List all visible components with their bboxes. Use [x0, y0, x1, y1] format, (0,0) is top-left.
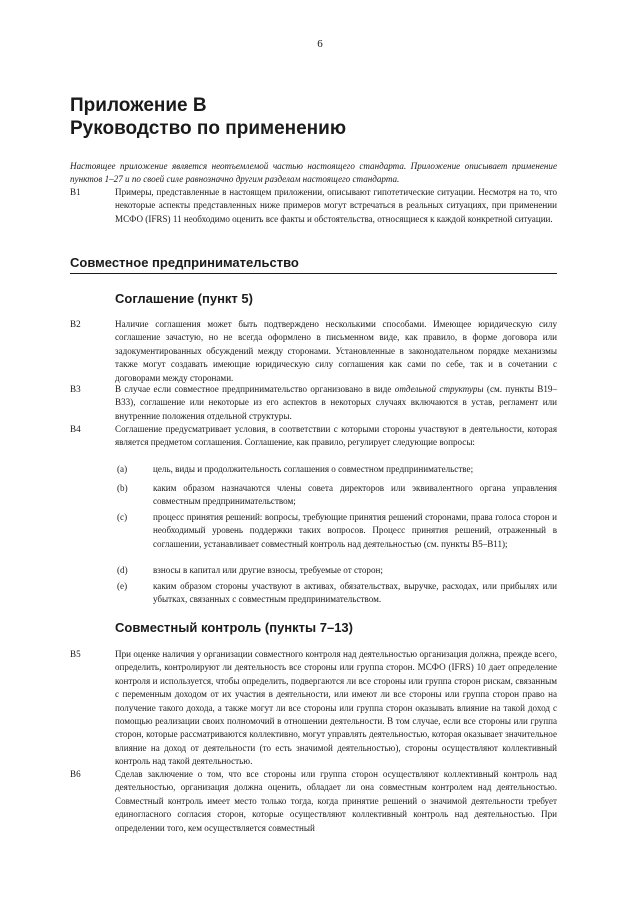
paragraph-number-b5: В5 — [70, 649, 81, 659]
intro-note: Настоящее приложение является неотъемлемой частью настоящего стандарта. Приложение описывает применение пунктов 1–27 и по своей силе равнозначно другим разделам настоящего стандарта. — [70, 161, 557, 185]
paragraph-b5: При оценке наличия у организации совместного контроля над деятельностью организация должна, прежде всего, определить, контролируют ли деятельность все стороны или группа сторон. МСФО (IFRS) 10 дает определение контроля и используется, чтобы определить, подвергаются ли все стороны или группа сторон рискам, связанным с переменным доходом от их участия в деятельности, или имеют ли все стороны или группа сторон право на получение такого дохода, а также могут ли все стороны или группа сторон оказывать влияние на такой доход с помощью реализации своих полномочий в отношении деятельности. В том случае, если все стороны или группа сторон, которые рассматриваются коллективно, могут управлять деятельностью, которая оказывает значительное влияние на доход от деятельности (то есть значимой деятельностью), стороны осуществляют коллективный контроль над такой деятельностью. — [115, 649, 557, 767]
list-item-b: каким образом назначаются члены совета директоров или эквивалентного органа управления совместным предпринимательством; — [153, 483, 557, 507]
paragraph-b2: Наличие соглашения может быть подтверждено несколькими способами. Имеющее юридическую силу соглашение зачастую, но не всегда оформлено в письменном виде, как правило, в форме договора или задокументированных обсуждений между сторонами. Установленные в законодательном порядке механизмы также могут создавать имеющие юридическую силу соглашения как сами по себе, так и в сочетании с договорами между сторонами. — [115, 319, 557, 383]
paragraph-number-b2: В2 — [70, 319, 81, 329]
subsection-heading-joint-control: Совместный контроль (пункты 7–13) — [115, 620, 353, 635]
appendix-title-line1: Приложение В — [70, 95, 207, 116]
paragraph-b6: Сделав заключение о том, что все стороны или группа сторон осуществляют коллективный контроль над деятельностью, организация должна оценить, обладает ли она совместным контролем над деятельностью. Совместный контроль имеет место только тогда, когда принятие решений о значимой деятельности требует единогласного согласия сторон, которые осуществляют коллективный контроль над деятельностью. При определении того, кем осуществляется совместный — [115, 769, 557, 833]
appendix-title — [70, 94, 346, 140]
subsection-heading-agreement: Соглашение (пункт 5) — [115, 291, 253, 306]
paragraph-b3-part2: (см. пункты В19–В33), соглашение или некоторые из его аспектов в некоторых случаях включаются в устав, регламент или внутренние положения отдельной структуры. — [115, 384, 558, 421]
paragraph-b3 — [115, 383, 557, 423]
paragraph-number-b1: В1 — [70, 187, 81, 197]
list-label-a: (a) — [117, 464, 128, 474]
paragraph-number-b6: В6 — [70, 769, 81, 779]
list-label-c: (c) — [117, 512, 128, 522]
paragraph-number-b3: В3 — [70, 384, 81, 394]
page-number: 6 — [317, 38, 323, 50]
appendix-title-line2: Руководство по применению — [70, 118, 347, 139]
list-label-b: (b) — [117, 483, 128, 493]
paragraph-b3-emphasis: отдельной структуры — [394, 384, 484, 394]
list-item-d: взносы в капитал или другие взносы, требуемые от сторон; — [153, 565, 383, 575]
paragraph-b4: Соглашение предусматривает условия, в соответствии с которыми стороны участвуют в деятельности, которая является предметом соглашения. Соглашение, как правило, регулирует следующие вопросы: — [115, 424, 557, 448]
list-label-d: (d) — [117, 565, 128, 575]
paragraph-b1: Примеры, представленные в настоящем приложении, описывают гипотетические ситуации. Несмотря на то, что некоторые аспекты представленных ниже примеров могут встречаться в реальных ситуациях, при применении МСФО (IFRS) 11 необходимо оценить все факты и обстоятельства, относящиеся к каждой конкретной ситуации. — [115, 187, 557, 224]
list-item-a: цель, виды и продолжительность соглашения о совместном предпринимательстве; — [153, 464, 474, 474]
list-item-e: каким образом стороны участвуют в активах, обязательствах, выручке, расходах, или прибылях или убытках, связанных с совместным предпринимательством. — [153, 581, 557, 605]
paragraph-b3-part1: В случае если совместное предпринимательство организовано в виде — [115, 384, 395, 394]
list-item-c: процесс принятия решений: вопросы, требующие принятия решений сторонами, права голоса сторон и необходимый уровень поддержки таких вопросов. Процесс принятия решений, отраженный в соглашении, устанавливает совместный контроль над деятельностью (см. пункты В5–В11); — [153, 512, 557, 549]
list-label-e: (e) — [117, 581, 128, 591]
section-heading: Совместное предпринимательство — [70, 255, 557, 274]
paragraph-number-b4: В4 — [70, 424, 81, 434]
